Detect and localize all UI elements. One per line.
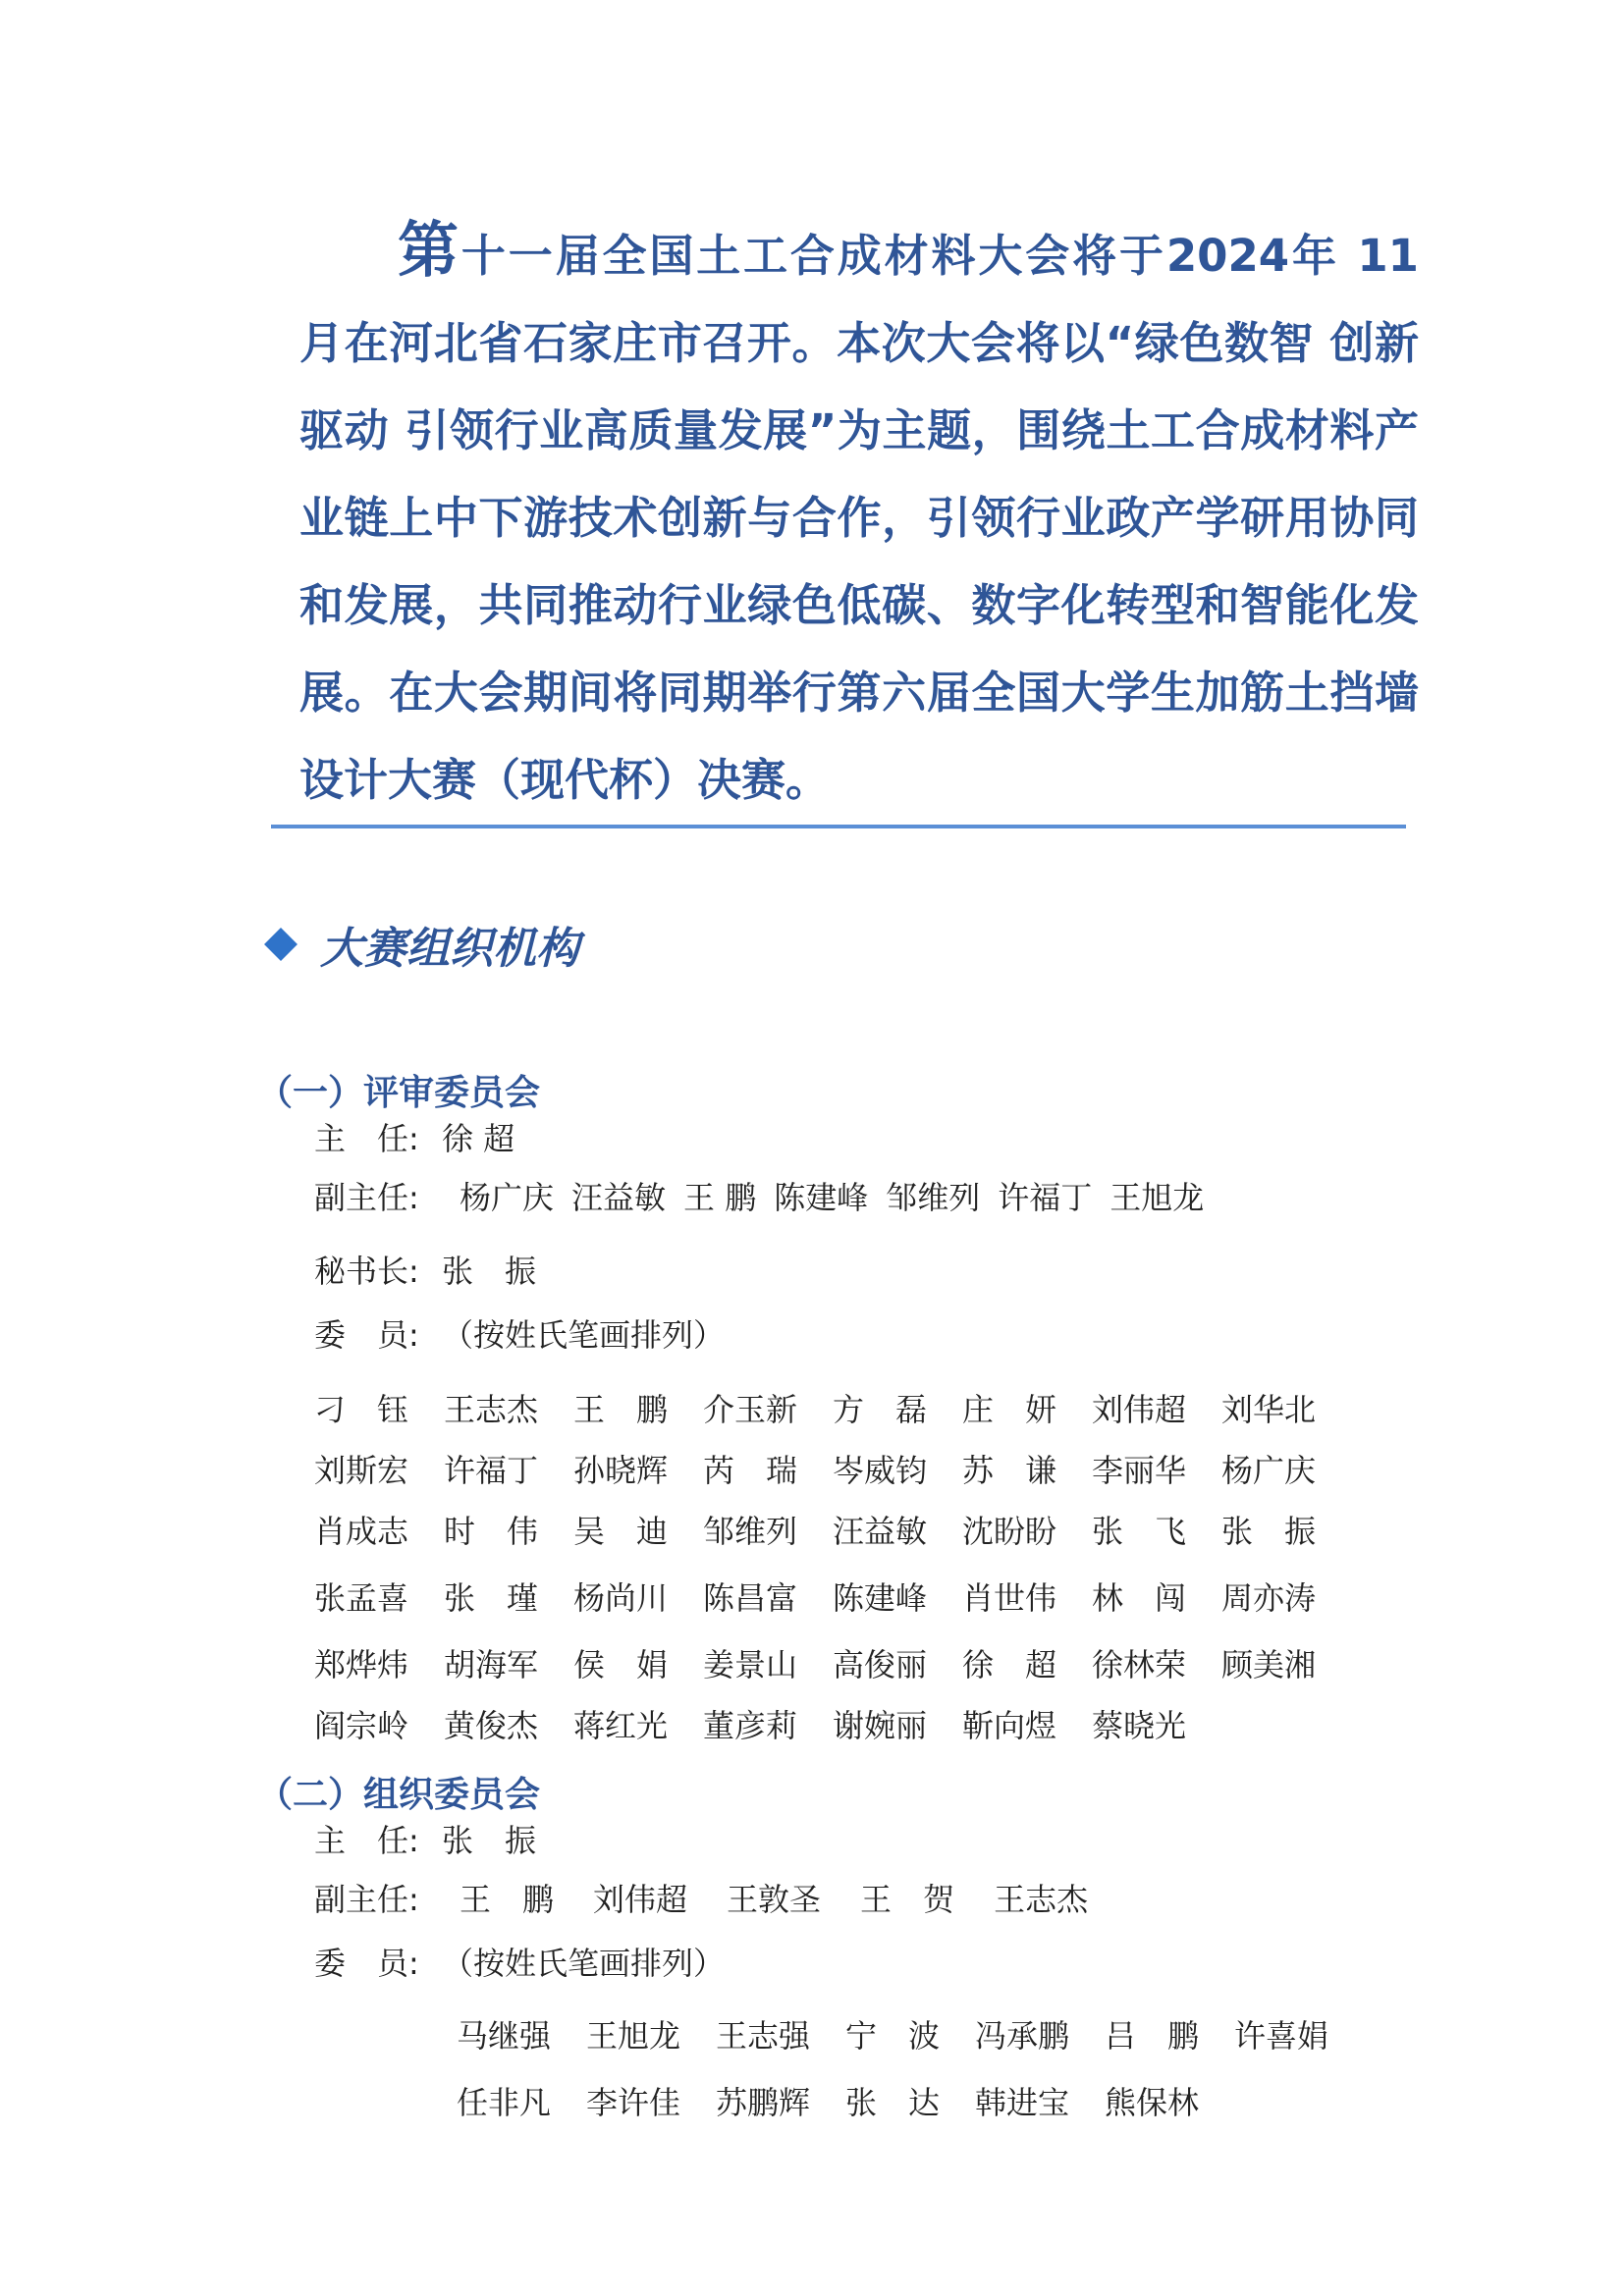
member-name: 张 瑾 xyxy=(444,1579,539,1617)
review-vice-name: 陈建峰 xyxy=(774,1179,869,1216)
member-name: 马继强 xyxy=(457,2017,552,2055)
review-vice-name: 王旭龙 xyxy=(1110,1179,1205,1216)
member-name: 张 飞 xyxy=(1092,1513,1187,1550)
member-name: 阎宗岭 xyxy=(314,1707,409,1744)
member-name: 刘华北 xyxy=(1221,1391,1317,1428)
member-name: 芮 瑞 xyxy=(703,1452,798,1489)
review-vice-name: 许福丁 xyxy=(998,1179,1093,1216)
member-name: 王旭龙 xyxy=(586,2017,681,2055)
org-vice-label: 副主任: xyxy=(314,1881,419,1918)
member-name: 王 鹏 xyxy=(573,1391,669,1428)
member-name: 许福丁 xyxy=(444,1452,539,1489)
member-name: 徐林荣 xyxy=(1092,1646,1187,1683)
org-vice-name: 王敦圣 xyxy=(727,1881,822,1918)
member-name: 冯承鹏 xyxy=(975,2017,1070,2055)
member-row xyxy=(314,1695,1351,1756)
member-name: 杨尚川 xyxy=(573,1579,669,1617)
member-row xyxy=(457,2002,1364,2069)
review-committee-title: （一）评审委员会 xyxy=(257,1073,541,1113)
member-name: 高俊丽 xyxy=(833,1646,928,1683)
member-name: 侯 娟 xyxy=(573,1646,669,1683)
member-row xyxy=(314,1634,1351,1695)
member-name: 陈昌富 xyxy=(703,1579,798,1617)
org-committee-title: （二）组织委员会 xyxy=(257,1775,541,1815)
member-name: 孙晓辉 xyxy=(573,1452,669,1489)
member-name: 杨广庆 xyxy=(1221,1452,1317,1489)
member-row xyxy=(314,1501,1351,1562)
review-vice-name: 汪益敏 xyxy=(571,1179,667,1216)
member-name: 苏鹏辉 xyxy=(716,2084,811,2121)
member-name: 苏 谦 xyxy=(962,1452,1057,1489)
member-name: 王志强 xyxy=(716,2017,811,2055)
member-row xyxy=(314,1568,1351,1629)
review-member-label: 委 员: xyxy=(314,1316,419,1354)
member-name: 姜景山 xyxy=(703,1646,798,1683)
member-name: 宁 波 xyxy=(845,2017,941,2055)
member-name: 陈建峰 xyxy=(833,1579,928,1617)
member-name: 顾美湘 xyxy=(1221,1646,1317,1683)
member-name: 王志杰 xyxy=(444,1391,539,1428)
review-member-note: （按姓氏笔画排列） xyxy=(442,1316,726,1354)
divider xyxy=(271,825,1406,828)
member-row xyxy=(457,2069,1364,2136)
member-name: 肖成志 xyxy=(314,1513,409,1550)
member-name: 肖世伟 xyxy=(962,1579,1057,1617)
member-name: 谢婉丽 xyxy=(833,1707,928,1744)
member-name: 刘斯宏 xyxy=(314,1452,409,1489)
member-name: 李丽华 xyxy=(1092,1452,1187,1489)
section-heading xyxy=(265,913,579,976)
org-vice-name: 王 贺 xyxy=(860,1881,955,1918)
member-row xyxy=(314,1440,1351,1501)
member-name: 李许佳 xyxy=(586,2084,681,2121)
review-secretary: 张 振 xyxy=(442,1253,537,1290)
member-name: 介玉新 xyxy=(703,1391,798,1428)
member-name: 周亦涛 xyxy=(1221,1579,1317,1617)
member-name: 熊保林 xyxy=(1105,2084,1200,2121)
member-name: 许喜娟 xyxy=(1234,2017,1329,2055)
member-name: 岑威钧 xyxy=(833,1452,928,1489)
member-name: 刘伟超 xyxy=(1092,1391,1187,1428)
member-name: 蔡晓光 xyxy=(1092,1707,1187,1744)
org-vice-name: 刘伟超 xyxy=(593,1881,688,1918)
review-vice-label: 副主任: xyxy=(314,1179,419,1216)
member-name: 邹维列 xyxy=(703,1513,798,1550)
member-name: 徐 超 xyxy=(962,1646,1057,1683)
member-row xyxy=(314,1379,1351,1440)
member-name: 汪益敏 xyxy=(833,1513,928,1550)
org-vice-row xyxy=(314,1875,1106,1920)
review-vice-name: 邹维列 xyxy=(886,1179,981,1216)
member-name: 蒋红光 xyxy=(573,1707,669,1744)
diamond-icon xyxy=(264,928,298,961)
member-name: 靳向煜 xyxy=(962,1707,1057,1744)
member-name: 吕 鹏 xyxy=(1105,2017,1200,2055)
review-secretary-label: 秘书长: xyxy=(314,1253,419,1290)
review-secretary-row xyxy=(314,1247,536,1292)
review-chair-row xyxy=(314,1114,514,1159)
member-name: 庄 妍 xyxy=(962,1391,1057,1428)
review-chair-label: 主 任: xyxy=(314,1120,419,1157)
review-member-row xyxy=(314,1310,725,1356)
intro-text: 十一届全国土工合成材料大会将于2024年 11 月在河北省石家庄市召开。本次大会将以“绿色数智 创新驱动 引领行业高质量发展”为主题，围绕土工合成材料产业链上中下游技术创新与合作，引领行业政产学研用协同和发展，共同推动行业绿色低碳、数字化转型和智能化发展。在大会期间将同期举行第六届全国大学生加筋土挡墙设计大赛（现代杯）决赛。 xyxy=(299,230,1419,806)
review-chair: 徐 超 xyxy=(442,1120,515,1157)
member-name: 林 闯 xyxy=(1092,1579,1187,1617)
member-name: 任非凡 xyxy=(457,2084,552,2121)
member-name: 胡海军 xyxy=(444,1646,539,1683)
member-name: 韩进宝 xyxy=(975,2084,1070,2121)
intro-lead-char: 第 xyxy=(398,214,461,286)
org-vice-name: 王志杰 xyxy=(994,1881,1089,1918)
org-member-row xyxy=(314,1939,725,1984)
member-name: 时 伟 xyxy=(444,1513,539,1550)
org-member-grid xyxy=(457,2002,1364,2136)
member-name: 刁 钰 xyxy=(314,1391,409,1428)
review-vice-name: 杨广庆 xyxy=(460,1179,555,1216)
member-name: 郑烨炜 xyxy=(314,1646,409,1683)
member-name: 张 振 xyxy=(1221,1513,1317,1550)
org-chair-row xyxy=(314,1816,536,1861)
org-chair: 张 振 xyxy=(442,1822,537,1859)
org-member-note: （按姓氏笔画排列） xyxy=(442,1945,726,1982)
member-name: 张孟喜 xyxy=(314,1579,409,1617)
review-vice-row xyxy=(314,1173,1221,1218)
member-name: 方 磊 xyxy=(833,1391,928,1428)
member-name: 董彦莉 xyxy=(703,1707,798,1744)
member-name: 黄俊杰 xyxy=(444,1707,539,1744)
section-title: 大赛组织机构 xyxy=(320,924,579,974)
org-member-label: 委 员: xyxy=(314,1945,419,1982)
org-vice-name: 王 鹏 xyxy=(460,1881,555,1918)
member-name: 吴 迪 xyxy=(573,1513,669,1550)
intro-paragraph xyxy=(299,206,1419,824)
review-vice-name: 王 鹏 xyxy=(683,1179,757,1216)
review-member-grid xyxy=(314,1379,1351,1756)
org-chair-label: 主 任: xyxy=(314,1822,419,1859)
member-name: 沈盼盼 xyxy=(962,1513,1057,1550)
member-name: 张 达 xyxy=(845,2084,941,2121)
